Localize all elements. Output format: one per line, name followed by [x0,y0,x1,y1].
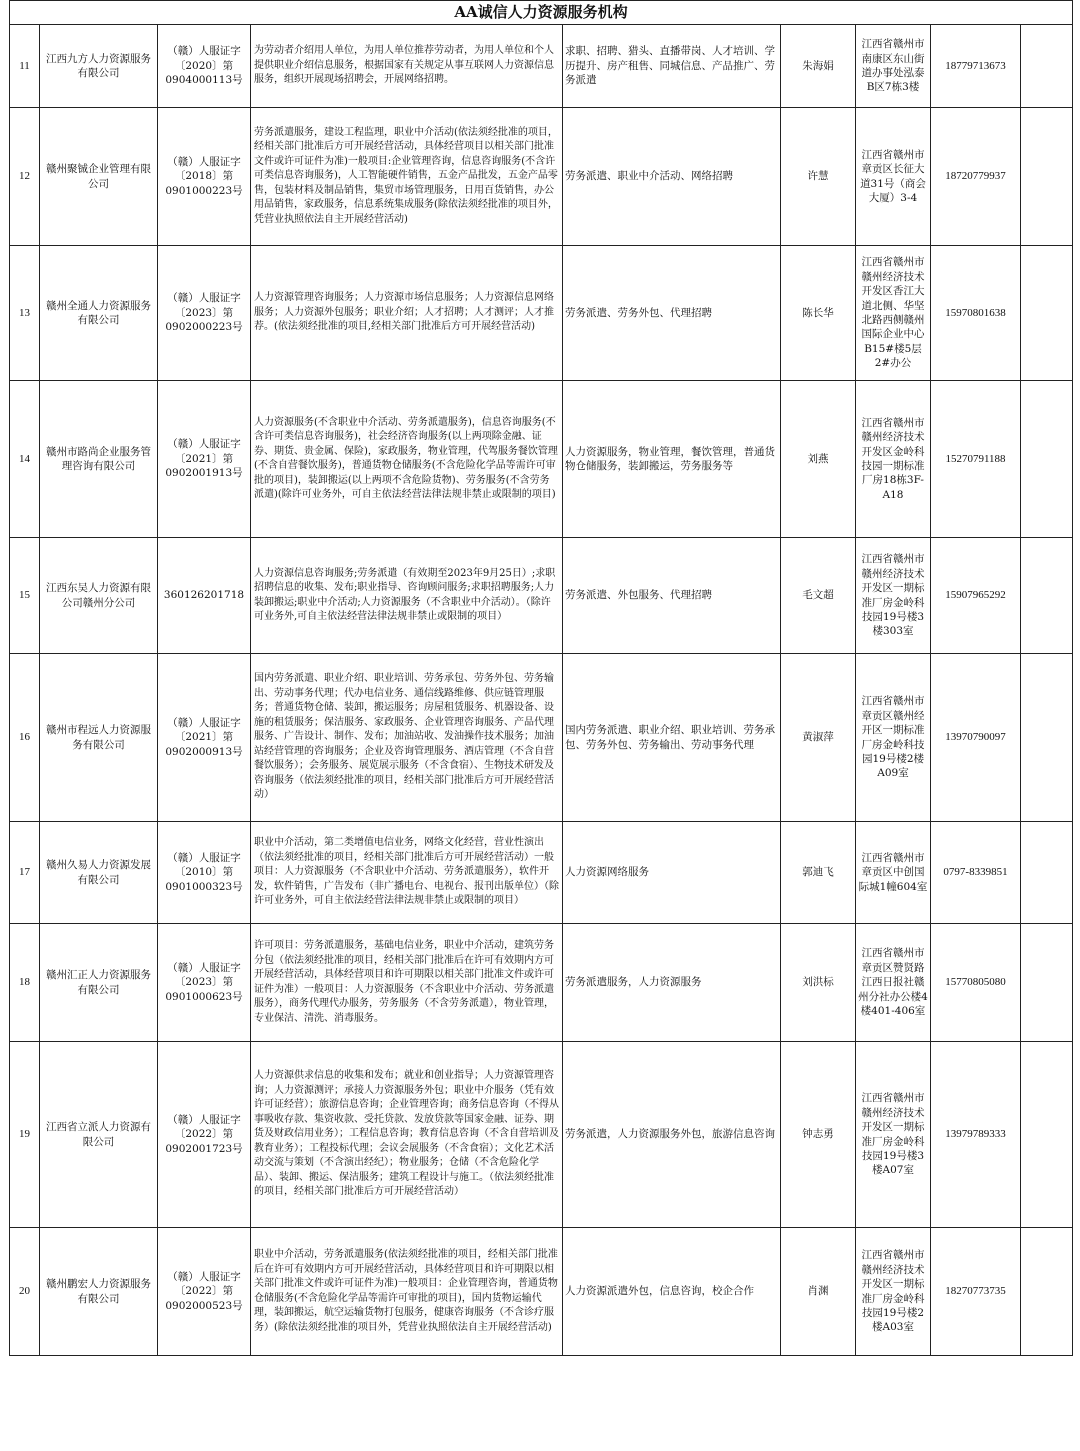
contact-person: 刘洪标 [781,924,856,1042]
company-name: 赣州聚铖企业管理有限公司 [40,108,158,246]
row-number: 14 [10,381,40,538]
license-number: （赣）人服证字〔2020〕第0904000113号 [158,25,251,108]
row-number: 13 [10,246,40,381]
table-row [10,538,1073,654]
blank-cell [1021,1228,1073,1356]
company-name: 赣州久易人力资源发展有限公司 [40,822,158,924]
company-name: 赣州市路尚企业服务管理咨询有限公司 [40,381,158,538]
main-services: 劳务派遣、劳务外包、代理招聘 [563,246,781,381]
contact-person: 朱海娟 [781,25,856,108]
phone-number: 15770805080 [931,924,1021,1042]
business-scope: 职业中介活动，第二类增值电信业务，网络文化经营，营业性演出（依法须经批准的项目，经相关部门批准后方可开展经营活动）一般项目：人力资源服务（不含职业中介活动、劳务派遣服务），软件开发，软件销售，广告发布（非广播电台、电视台、报刊出版单位）（除许可业务外，可自主依法经营法律法规非禁止或限制的项目） [251,822,563,924]
business-scope: 劳务派遣服务，建设工程监理，职业中介活动(依法须经批准的项目，经相关部门批准后方可开展经营活动，具体经营项目以相关部门批准文件或许可证件为准)一般项目:企业管理咨询，信息咨询服务(不含许可类信息咨询服务)，人工智能硬件销售，五金产品批发，五金产品零售，包装材料及制品销售，集贸市场管理服务，日用百货销售，办公用品销售，家政服务，信息系统集成服务(除依法须经批准的项目外，凭营业执照依法自主开展经营活动) [251,108,563,246]
company-address: 江西省赣州市赣州经济技术开发区金岭科技园一期标准厂房18栋3F-A18 [856,381,931,538]
license-number: （赣）人服证字〔2022〕第0902001723号 [158,1042,251,1228]
main-services: 人力资源派遣外包，信息咨询，校企合作 [563,1228,781,1356]
document-page [9,0,1072,1356]
blank-cell [1021,924,1073,1042]
table-row [10,246,1073,381]
blank-cell [1021,1042,1073,1228]
company-address: 江西省赣州市章贡区中创国际城1幢604室 [856,822,931,924]
table-row [10,1042,1073,1228]
row-number: 15 [10,538,40,654]
contact-person: 钟志勇 [781,1042,856,1228]
business-scope: 为劳动者介绍用人单位，为用人单位推荐劳动者，为用人单位和个人提供职业介绍信息服务，根据国家有关规定从事互联网人力资源信息服务，组织开展现场招聘会，开展网络招聘。 [251,25,563,108]
main-services: 人力资源服务，物业管理，餐饮管理，普通货物仓储服务，装卸搬运，劳务服务等 [563,381,781,538]
table-row [10,108,1073,246]
row-number: 20 [10,1228,40,1356]
contact-person: 刘燕 [781,381,856,538]
main-services: 国内劳务派遣、职业介绍、职业培训、劳务承包、劳务外包、劳务输出、劳动事务代理 [563,654,781,822]
main-services: 劳务派遣、外包服务、代理招聘 [563,538,781,654]
contact-person: 郭迪飞 [781,822,856,924]
row-number: 18 [10,924,40,1042]
blank-cell [1021,108,1073,246]
license-number: （赣）人服证字〔2021〕第0902001913号 [158,381,251,538]
contact-person: 肖渊 [781,1228,856,1356]
business-scope: 人力资源服务(不含职业中介活动、劳务派遣服务)，信息咨询服务(不含许可类信息咨询服务)，社会经济咨询服务(以上两项除金融、证券、期货、贵金属、保险)，家政服务，物业管理，代驾服务餐饮管理(不含自营餐饮服务)，普通货物仓储服务(不含危险化学品等需许可审批的项目)，装卸搬运(以上两项不含危险货物)、劳务服务(不含劳务派遣)(除许可业务外，可自主依法经营法律法规非禁止或限制的项目) [251,381,563,538]
phone-number: 15907965292 [931,538,1021,654]
company-name: 赣州鹏宏人力资源服务有限公司 [40,1228,158,1356]
company-address: 江西省赣州市章贡区赞贤路江西日报社赣州分社办公楼4楼401-406室 [856,924,931,1042]
table-row [10,25,1073,108]
main-services: 求职、招聘、猎头、直播带岗、人才培训、学历提升、房产租售、同城信息、产品推广、劳务派遣 [563,25,781,108]
blank-cell [1021,246,1073,381]
company-name: 赣州市程远人力资源服务有限公司 [40,654,158,822]
license-number: （赣）人服证字〔2021〕第0902000913号 [158,654,251,822]
company-address: 江西省赣州市赣州经济技术开发区一期标准厂房金岭科技园19号楼2楼A03室 [856,1228,931,1356]
row-number: 16 [10,654,40,822]
license-number: （赣）人服证字〔2023〕第0902000223号 [158,246,251,381]
company-name: 江西九方人力资源服务有限公司 [40,25,158,108]
company-address: 江西省赣州市赣州经济技术开发区一期标准厂房金岭科技园19号楼3楼A07室 [856,1042,931,1228]
phone-number: 13979789333 [931,1042,1021,1228]
main-services: 劳务派遣、职业中介活动、网络招聘 [563,108,781,246]
license-number: （赣）人服证字〔2010〕第0901000323号 [158,822,251,924]
phone-number: 18720779937 [931,108,1021,246]
license-number: （赣）人服证字〔2023〕第0901000623号 [158,924,251,1042]
blank-cell [1021,25,1073,108]
blank-cell [1021,822,1073,924]
table-row [10,924,1073,1042]
business-scope: 人力资源信息咨询服务;劳务派遣（有效期至2023年9月25日）;求职招聘信息的收集、发布;职业指导、咨询顾问服务;求职招聘服务;人力装卸搬运;职业中介活动;人力资源服务（不含职业中介活动）。（除许可业务外,可自主依法经营法律法规非禁止或限制的项目） [251,538,563,654]
phone-number: 18270773735 [931,1228,1021,1356]
table-title: AA诚信人力资源服务机构 [10,1,1073,25]
main-services: 劳务派遣，人力资源服务外包，旅游信息咨询 [563,1042,781,1228]
business-scope: 人力资源供求信息的收集和发布；就业和创业指导；人力资源管理咨询；人力资源测评；承接人力资源服务外包；职业中介服务（凭有效许可证经营）；旅游信息咨询；企业管理咨询；商务信息咨询（不得从事吸收存款、集资收款、受托贷款、发放贷款等国家金融、证券、期货及财政信用业务）；工程信息咨询；教育信息咨询（不含自营培训及教育业务）；工程投标代理；会议会展服务（不含食宿）；文化艺术活动交流与策划（不含演出经纪）；物业服务；仓储（不含危险化学品）、装卸、搬运、保洁服务；建筑工程设计与施工。（依法须经批准的项目，经相关部门批准后方可开展经营活动） [251,1042,563,1228]
table-row [10,654,1073,822]
license-number: （赣）人服证字〔2022〕第0902000523号 [158,1228,251,1356]
agency-table [9,0,1073,1356]
company-address: 江西省赣州市赣州经济技术开发区香江大道北侧、华坚北路西侧赣州国际企业中心B15#楼5层2#办公 [856,246,931,381]
license-number: 360126201718 [158,538,251,654]
row-number: 19 [10,1042,40,1228]
blank-cell [1021,538,1073,654]
main-services: 劳务派遣服务，人力资源服务 [563,924,781,1042]
row-number: 11 [10,25,40,108]
company-name: 江西东吴人力资源有限公司赣州分公司 [40,538,158,654]
phone-number: 0797-8339851 [931,822,1021,924]
phone-number: 13970790097 [931,654,1021,822]
license-number: （赣）人服证字〔2018〕第0901000223号 [158,108,251,246]
phone-number: 15970801638 [931,246,1021,381]
main-services: 人力资源网络服务 [563,822,781,924]
table-row [10,822,1073,924]
contact-person: 毛文超 [781,538,856,654]
business-scope: 人力资源管理咨询服务；人力资源市场信息服务；人力资源信息网络服务；人力资源外包服务；职业介绍；人才招聘；人才测评；人才推荐。(依法须经批准的项目,经相关部门批准后方可开展经营活动) [251,246,563,381]
table-row [10,381,1073,538]
business-scope: 许可项目：劳务派遣服务，基础电信业务，职业中介活动，建筑劳务分包（依法须经批准的项目，经相关部门批准后在许可有效期内方可开展经营活动，具体经营项目和许可期限以相关部门批准文件或许可证件为准）一般项目：人力资源服务（不含职业中介活动、劳务派遣服务），商务代理代办服务，劳务服务（不含劳务派遣），物业管理，专业保洁、清洗、消毒服务。 [251,924,563,1042]
contact-person: 许慧 [781,108,856,246]
company-name: 赣州汇正人力资源服务有限公司 [40,924,158,1042]
company-address: 江西省赣州市南康区东山街道办事处泓泰B区7栋3楼 [856,25,931,108]
table-row [10,1228,1073,1356]
company-address: 江西省赣州市赣州经济技术开发区一期标准厂房金岭科技园19号楼3楼303室 [856,538,931,654]
row-number: 17 [10,822,40,924]
blank-cell [1021,654,1073,822]
company-name: 赣州全通人力资源服务有限公司 [40,246,158,381]
contact-person: 陈长华 [781,246,856,381]
business-scope: 职业中介活动，劳务派遣服务(依法须经批准的项目，经相关部门批准后在许可有效期内方可开展经营活动，具体经营项目和许可期限以相关部门批准文件或许可证件为准)一般项目：企业管理咨询，普通货物仓储服务(不含危险化学品等需许可审批的项目)，国内货物运输代理，装卸搬运，航空运输货物打包服务，健康咨询服务（不含诊疗服务）(除依法须经批准的项目外，凭营业执照依法自主开展经营活动) [251,1228,563,1356]
row-number: 12 [10,108,40,246]
company-name: 江西省立派人力资源有限公司 [40,1042,158,1228]
phone-number: 15270791188 [931,381,1021,538]
company-address: 江西省赣州市章贡区赣州经开区一期标准厂房金岭科技园19号楼2楼A09室 [856,654,931,822]
contact-person: 黄淑萍 [781,654,856,822]
company-address: 江西省赣州市章贡区长征大道31号（商会大厦）3-4 [856,108,931,246]
business-scope: 国内劳务派遣、职业介绍、职业培训、劳务承包、劳务外包、劳务输出、劳动事务代理；代办电信业务、通信线路维修、供应链管理服务；普通货物仓储、装卸，搬运服务；房屋租赁服务、机器设备、设施的租赁服务；保洁服务、家政服务、企业管理咨询服务、产品代理服务、广告设计、制作、发布；加油站收、发油操作技术服务；加油站经营管理的咨询服务；企业及咨询管理服务、酒店管理（不含自营餐饮服务）；会务服务、展览展示服务（不含食宿）、生物技术研发及咨询服务（依法须经批准的项目，经相关部门批准后方可开展经营活动） [251,654,563,822]
blank-cell [1021,381,1073,538]
phone-number: 18779713673 [931,25,1021,108]
